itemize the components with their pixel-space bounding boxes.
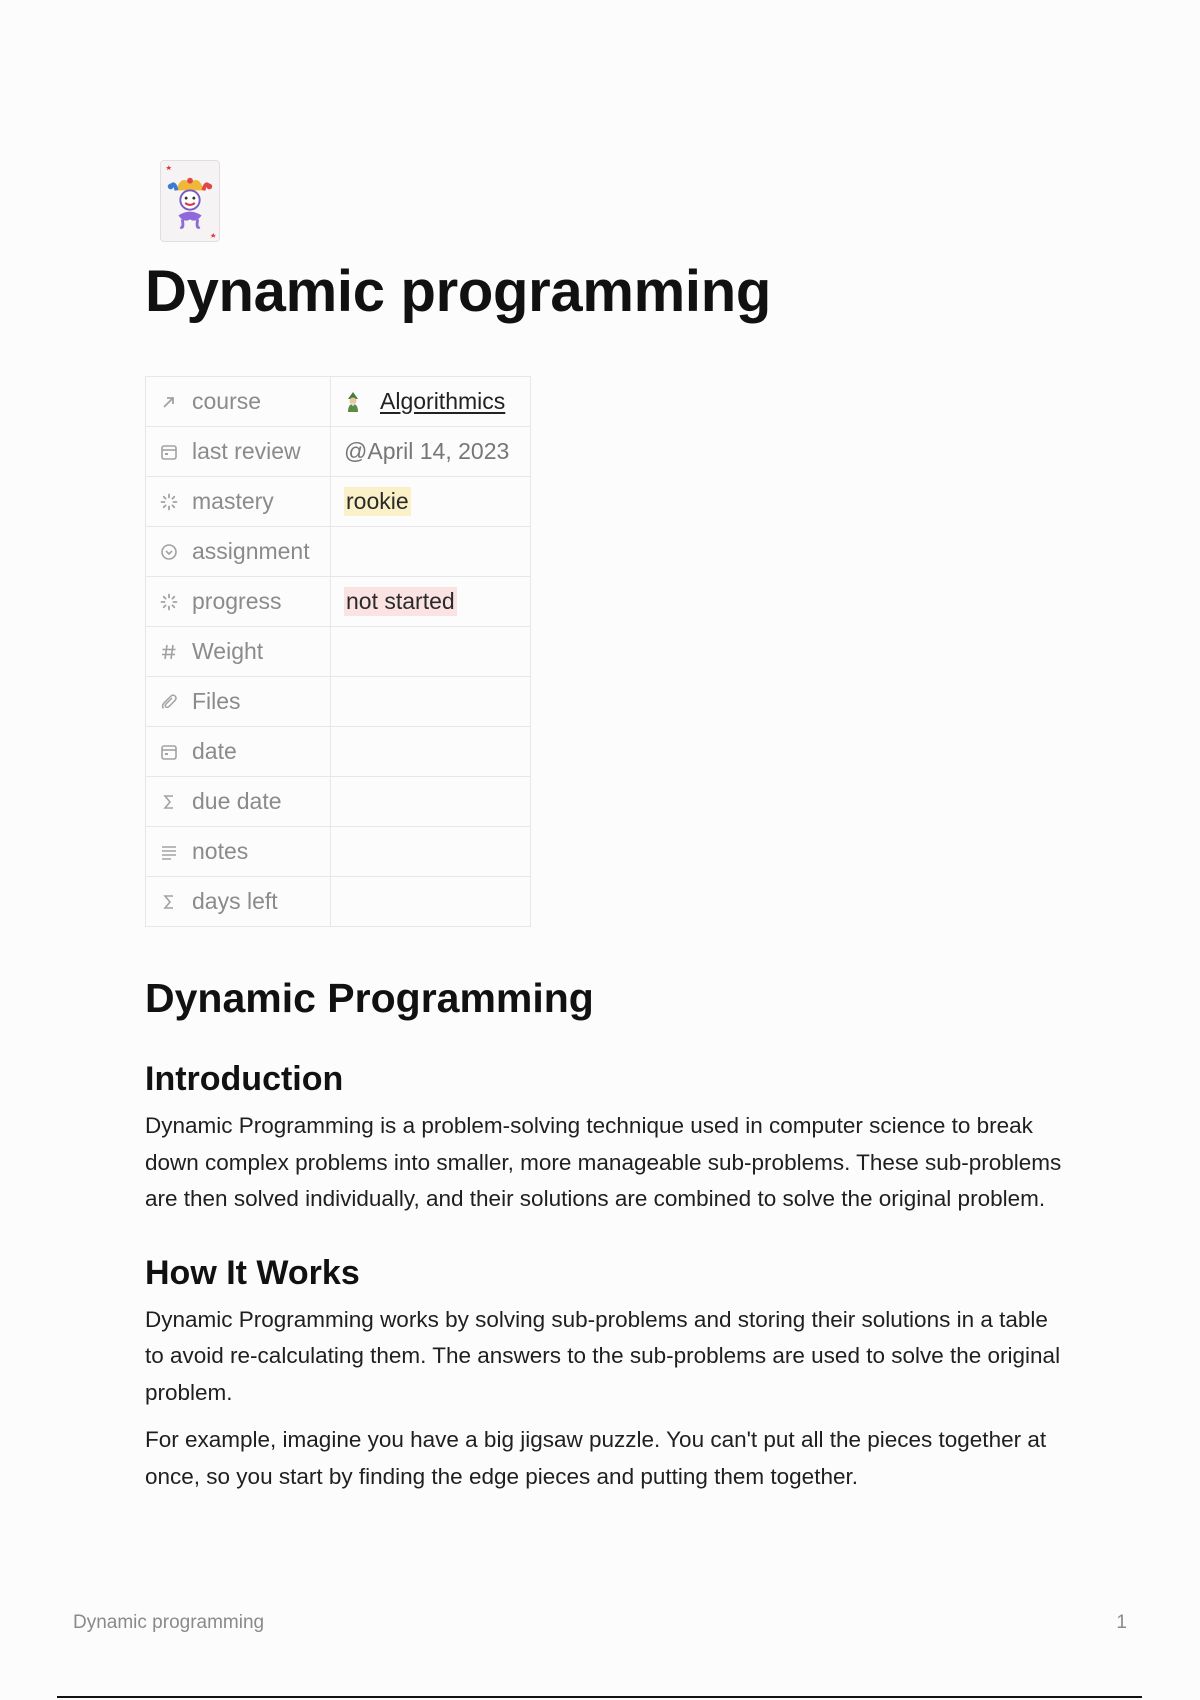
page-content xyxy=(145,970,1065,1495)
mage-emoji-icon xyxy=(344,391,362,413)
course-link[interactable]: Algorithmics xyxy=(380,388,506,414)
calendar-icon xyxy=(160,743,178,761)
status-icon xyxy=(160,493,178,511)
page-title: Dynamic programming xyxy=(145,259,771,324)
joker-card-icon xyxy=(160,160,220,242)
property-row-progress[interactable] xyxy=(146,577,531,627)
property-row-assignment[interactable] xyxy=(146,527,531,577)
property-label: last review xyxy=(192,438,301,464)
example-paragraph: For example, imagine you have a big jigsaw puzzle. You can't put all the pieces together at once, so you start by finding the edge pieces and putting them together. xyxy=(145,1427,1047,1489)
property-label: days left xyxy=(192,888,278,914)
property-label: Weight xyxy=(192,638,264,664)
introduction-heading: Introduction xyxy=(145,1060,344,1098)
date-value[interactable]: @April 14, 2023 xyxy=(344,438,510,464)
formula-icon xyxy=(160,793,178,811)
property-row-course[interactable] xyxy=(146,377,531,427)
property-label: Files xyxy=(192,688,241,714)
select-icon xyxy=(160,543,178,561)
number-icon xyxy=(160,643,178,661)
status-tag[interactable]: not started xyxy=(346,588,455,614)
relation-arrow-icon xyxy=(160,393,178,411)
property-label: due date xyxy=(192,788,282,814)
property-label: date xyxy=(192,738,237,764)
property-row-last-review[interactable] xyxy=(146,427,531,477)
how-it-works-paragraph: Dynamic Programming works by solving sub-problems and storing their solutions in a table to avoid re-calculating them. The answers to the sub-problems are used to solve the original problem. xyxy=(145,1306,1061,1405)
introduction-paragraph: Dynamic Programming is a problem-solving technique used in computer science to break down complex problems into smaller, more manageable sub-problems. These sub-problems are then solved individually, and their solutions are combined to solve the original problem. xyxy=(145,1113,1062,1211)
page-number: 1 xyxy=(1116,1612,1127,1633)
how-it-works-heading: How It Works xyxy=(145,1253,360,1292)
property-row-files[interactable] xyxy=(146,677,531,727)
formula-icon xyxy=(160,893,178,911)
properties-table xyxy=(145,376,531,927)
property-label: notes xyxy=(192,838,249,864)
status-icon xyxy=(160,593,178,611)
property-label: mastery xyxy=(192,488,274,514)
bottom-divider xyxy=(57,1696,1142,1698)
property-row-days-left[interactable] xyxy=(146,877,531,927)
section-heading: Dynamic Programming xyxy=(145,975,594,1021)
property-row-weight[interactable] xyxy=(146,627,531,677)
text-lines-icon xyxy=(160,843,178,861)
calendar-icon xyxy=(160,443,178,461)
property-label: progress xyxy=(192,588,282,614)
property-row-due-date[interactable] xyxy=(146,777,531,827)
footer-title: Dynamic programming xyxy=(73,1612,265,1633)
property-label: assignment xyxy=(192,538,310,564)
paperclip-icon xyxy=(160,693,178,711)
property-row-mastery[interactable] xyxy=(146,477,531,527)
property-row-notes[interactable] xyxy=(146,827,531,877)
status-tag[interactable]: rookie xyxy=(346,488,409,514)
property-label: course xyxy=(192,388,262,414)
property-row-date[interactable] xyxy=(146,727,531,777)
